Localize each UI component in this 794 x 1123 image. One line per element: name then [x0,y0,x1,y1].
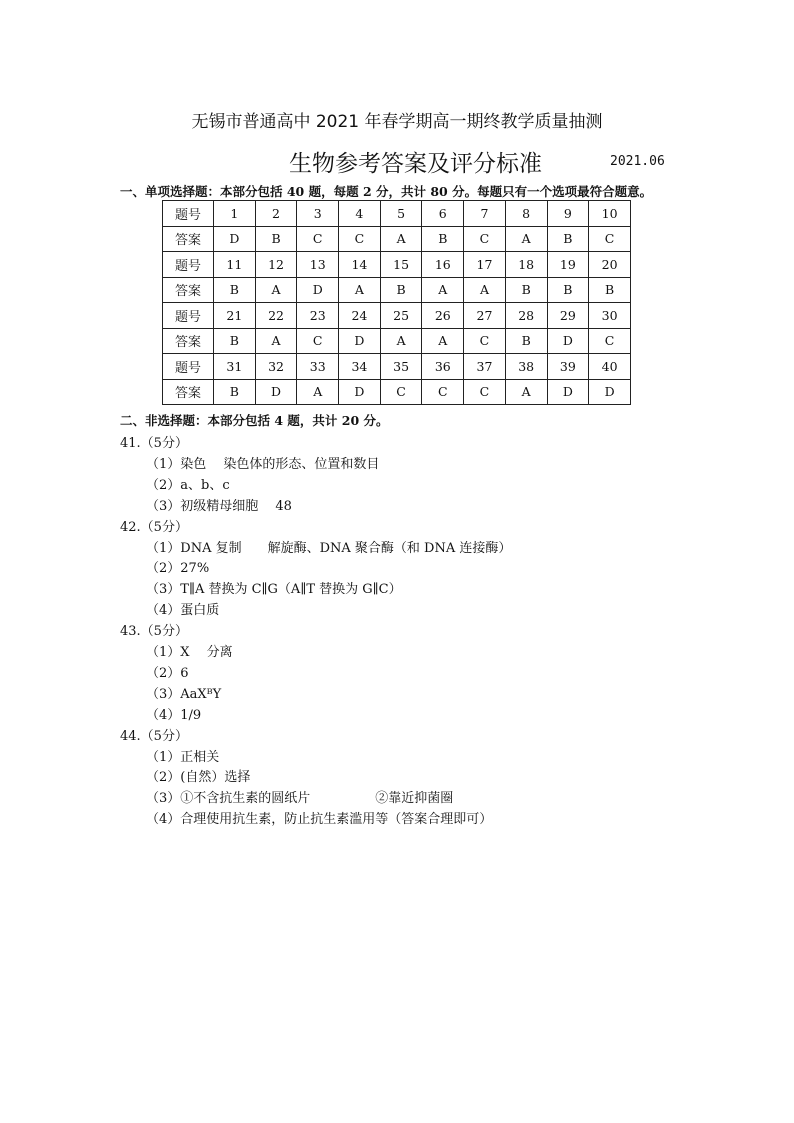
question-number: 34 [339,354,381,380]
row-label-question: 题号 [163,354,214,380]
answer-line: （1）DNA 复制 解旋酶、DNA 聚合酶（和 DNA 连接酶） [146,540,512,556]
question-number: 27 [464,303,506,329]
answer-letter: A [380,328,422,354]
row-label-answer: 答案 [163,226,214,252]
table-row-numbers [163,252,631,278]
answer-letter: D [339,328,381,354]
answer-letter: C [589,226,631,252]
answer-letter: A [380,226,422,252]
answer-letter: C [297,328,339,354]
question-number: 11 [214,252,256,278]
answer-letter: C [339,226,381,252]
section2-heading: 二、非选择题：本部分包括 4 题，共计 20 分。 [120,413,389,428]
answer-letter: B [214,328,256,354]
answer-line: （2）(自然）选择 [146,770,251,786]
question-number: 37 [464,354,506,380]
answer-letter: A [505,226,547,252]
question-number: 28 [505,303,547,329]
section1-heading: 一、单项选择题：本部分包括 40 题，每题 2 分，共计 80 分。每题只有一个选项最符合题意。 [120,184,653,199]
question-number: 25 [380,303,422,329]
question-number: 22 [255,303,297,329]
question-number: 23 [297,303,339,329]
question-number: 20 [589,252,631,278]
table-row-numbers [163,303,631,329]
answer-letter: C [464,328,506,354]
question-number: 36 [422,354,464,380]
answer-letter: D [589,379,631,405]
row-label-answer: 答案 [163,328,214,354]
question-number: 26 [422,303,464,329]
answer-table [162,200,631,405]
answer-letter: B [214,379,256,405]
question-number: 19 [547,252,589,278]
row-label-answer: 答案 [163,379,214,405]
table-row-answers [163,379,631,405]
question-number: 16 [422,252,464,278]
table-row-answers [163,226,631,252]
question-number: 10 [589,201,631,227]
question-number: 24 [339,303,381,329]
question-number: 32 [255,354,297,380]
answer-letter: C [380,379,422,405]
answer-letter: B [214,277,256,303]
answer-line: （2）6 [146,665,189,681]
answer-letter: B [547,226,589,252]
question-number: 8 [505,201,547,227]
table-row-answers [163,277,631,303]
question-number: 21 [214,303,256,329]
answer-letter: B [589,277,631,303]
question-label: 43.（5分） [120,624,188,640]
answer-line: （2）27% [146,561,210,577]
answer-letter: D [255,379,297,405]
answer-line: （2）a、b、c [146,477,230,493]
answer-line: （3）AaXᴮY [146,686,222,702]
question-number: 29 [547,303,589,329]
answer-letter: C [464,226,506,252]
row-label-question: 题号 [163,201,214,227]
answer-letter: B [255,226,297,252]
answer-line: （3）①不含抗生素的圆纸片 ②靠近抑菌圈 [146,791,454,807]
question-number: 6 [422,201,464,227]
document-date: 2021.06 [610,154,665,169]
question-number: 38 [505,354,547,380]
answer-letter: D [547,379,589,405]
question-number: 3 [297,201,339,227]
answer-line: （3）T∥A 替换为 C∥G（A∥T 替换为 G∥C） [146,582,402,598]
table-row-numbers [163,201,631,227]
answer-letter: A [505,379,547,405]
answer-letter: B [380,277,422,303]
answer-line: （4）合理使用抗生素，防止抗生素滥用等（答案合理即可） [146,812,493,828]
question-number: 9 [547,201,589,227]
answer-line: （1）正相关 [146,749,220,765]
answer-letter: B [422,226,464,252]
question-number: 18 [505,252,547,278]
answer-letter: B [505,277,547,303]
question-number: 4 [339,201,381,227]
row-label-question: 题号 [163,303,214,329]
row-label-answer: 答案 [163,277,214,303]
answer-line: （3）初级精母细胞 48 [146,498,292,514]
question-number: 13 [297,252,339,278]
answer-line: （4）蛋白质 [146,603,220,619]
question-label: 41.（5分） [120,436,188,451]
question-number: 39 [547,354,589,380]
answer-letter: A [297,379,339,405]
question-number: 12 [255,252,297,278]
answer-letter: B [505,328,547,354]
question-number: 17 [464,252,506,278]
answer-letter: A [422,277,464,303]
answer-letter: D [547,328,589,354]
document-subtitle: 生物参考答案及评分标准 [289,151,542,177]
question-number: 40 [589,354,631,380]
answer-letter: A [339,277,381,303]
answer-letter: C [297,226,339,252]
question-number: 33 [297,354,339,380]
question-number: 2 [255,201,297,227]
document-title: 无锡市普通高中 2021 年春学期高一期终教学质量抽测 [191,112,603,132]
question-number: 15 [380,252,422,278]
row-label-question: 题号 [163,252,214,278]
question-number: 35 [380,354,422,380]
answer-letter: B [547,277,589,303]
table-row-numbers [163,354,631,380]
question-number: 14 [339,252,381,278]
answer-letter: A [255,328,297,354]
question-label: 42.（5分） [120,519,188,535]
question-number: 1 [214,201,256,227]
answer-letter: A [255,277,297,303]
answer-letter: A [464,277,506,303]
answer-letter: D [297,277,339,303]
question-number: 5 [380,201,422,227]
answer-letter: D [214,226,256,252]
answer-line: （1）X 分离 [146,645,233,660]
table-row-answers [163,328,631,354]
question-number: 30 [589,303,631,329]
answer-letter: C [589,328,631,354]
question-number: 7 [464,201,506,227]
answer-line: （4）1/9 [146,707,202,723]
answer-letter: A [422,328,464,354]
question-label: 44.（5分） [120,728,188,744]
answer-letter: D [339,379,381,405]
answer-letter: C [464,379,506,405]
question-number: 31 [214,354,256,380]
answer-line: （1）染色 染色体的形态、位置和数目 [146,456,380,472]
answer-letter: C [422,379,464,405]
